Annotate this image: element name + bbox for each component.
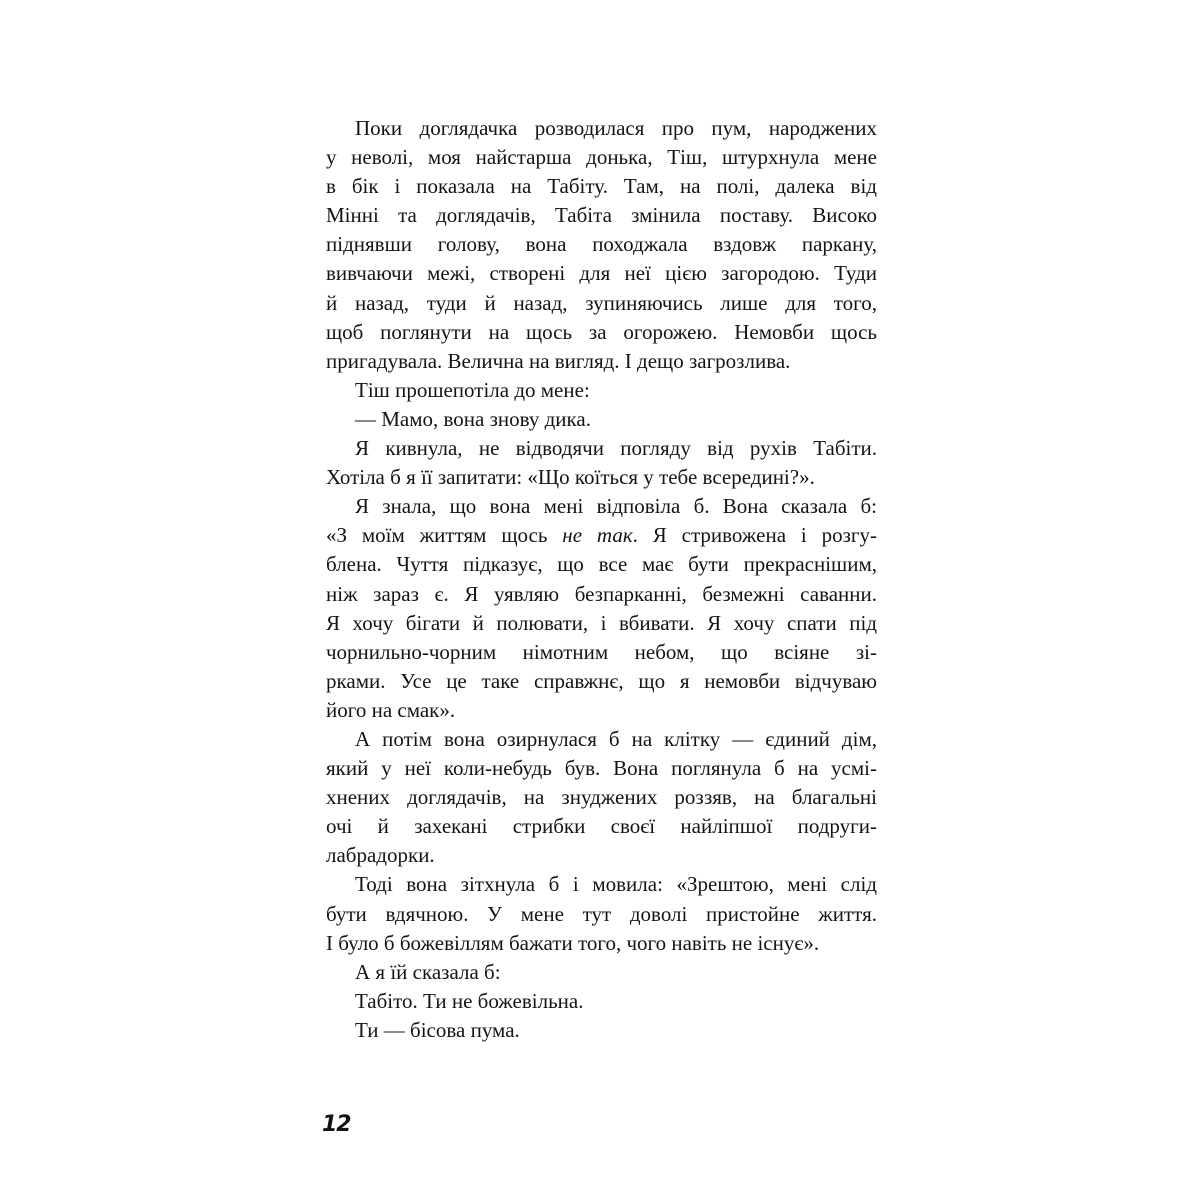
text-line: Мінні та доглядачів, Табіта змінила поставу. Високо — [326, 203, 877, 228]
text-line: у неволі, моя найстарша донька, Тіш, штурхнула мене — [326, 145, 877, 170]
italic-emphasis: не так — [562, 523, 633, 548]
text-line: А я їй сказала б: — [355, 959, 501, 984]
text-line: в бік і показала на Табіту. Там, на полі, далека від — [326, 174, 877, 199]
text-line: — Мамо, вона знову дика. — [355, 406, 591, 431]
text-line: хнених доглядачів, на знуджених роззяв, на благальні — [326, 785, 877, 810]
text-line: Хотіла б я її запитати: «Що коїться у тебе всередині?». — [326, 465, 815, 490]
text-line: рками. Усе це таке справжнє, що я немовби відчуваю — [326, 668, 877, 693]
text-line: щоб поглянути на щось за огорожею. Немовби щось — [326, 319, 877, 344]
text-line: Табіто. Ти не божевільна. — [355, 988, 584, 1013]
text-line: пригадувала. Велична на вигляд. І дещо загрозлива. — [326, 348, 791, 373]
text-line: Ти — бісова пума. — [355, 1017, 520, 1042]
text-line: чорнильно-чорним німотним небом, що всіяне зі- — [326, 639, 877, 664]
text-line: Я кивнула, не відводячи погляду від рухів Табіти. — [355, 436, 877, 461]
text-line: який у неї коли-небудь був. Вона поглянула б на усмі- — [326, 756, 877, 781]
text-line-end: . Я стривожена і розгу- — [632, 523, 877, 548]
text-line: Я хочу бігати й полювати, і вбивати. Я хочу спати під — [326, 610, 877, 635]
text-line: очі й захекані стрибки своєї найліпшої подруги- — [326, 814, 877, 839]
text-line-start: «З моїм життям щось — [326, 523, 563, 548]
text-line: І було б божевіллям бажати того, чого навіть не існує». — [326, 930, 820, 955]
text-line: й назад, туди й назад, зупиняючись лише для того, — [326, 290, 877, 315]
page-number: 12 — [322, 1112, 351, 1137]
text-line: ніж зараз є. Я уявляю безпарканні, безмежні саванни. — [326, 581, 877, 606]
text-line: Тіш прошепотіла до мене: — [355, 377, 590, 402]
text-line: Поки доглядачка розводилася про пум, народжених — [355, 116, 877, 140]
text-line: Тоді вона зітхнула б і мовила: «Зрештою, мені слід — [355, 872, 877, 897]
text-line: Я знала, що вона мені відповіла б. Вона сказала б: — [355, 494, 877, 519]
text-line: піднявши голову, вона походжала вздовж паркану, — [326, 232, 877, 257]
text-line: бути вдячною. У мене тут доволі пристойне життя. — [326, 901, 877, 926]
body-text — [326, 114, 877, 1045]
text-line: вивчаючи межі, створені для неї цією загородою. Туди — [326, 261, 877, 286]
text-line — [326, 521, 877, 550]
text-line: А потім вона озирнулася б на клітку — єдиний дім, — [355, 726, 877, 751]
text-line: його на смак». — [326, 697, 456, 722]
text-line: лабрадорки. — [326, 843, 435, 868]
text-line: блена. Чуття підказує, що все має бути прекраснішим, — [326, 552, 877, 577]
